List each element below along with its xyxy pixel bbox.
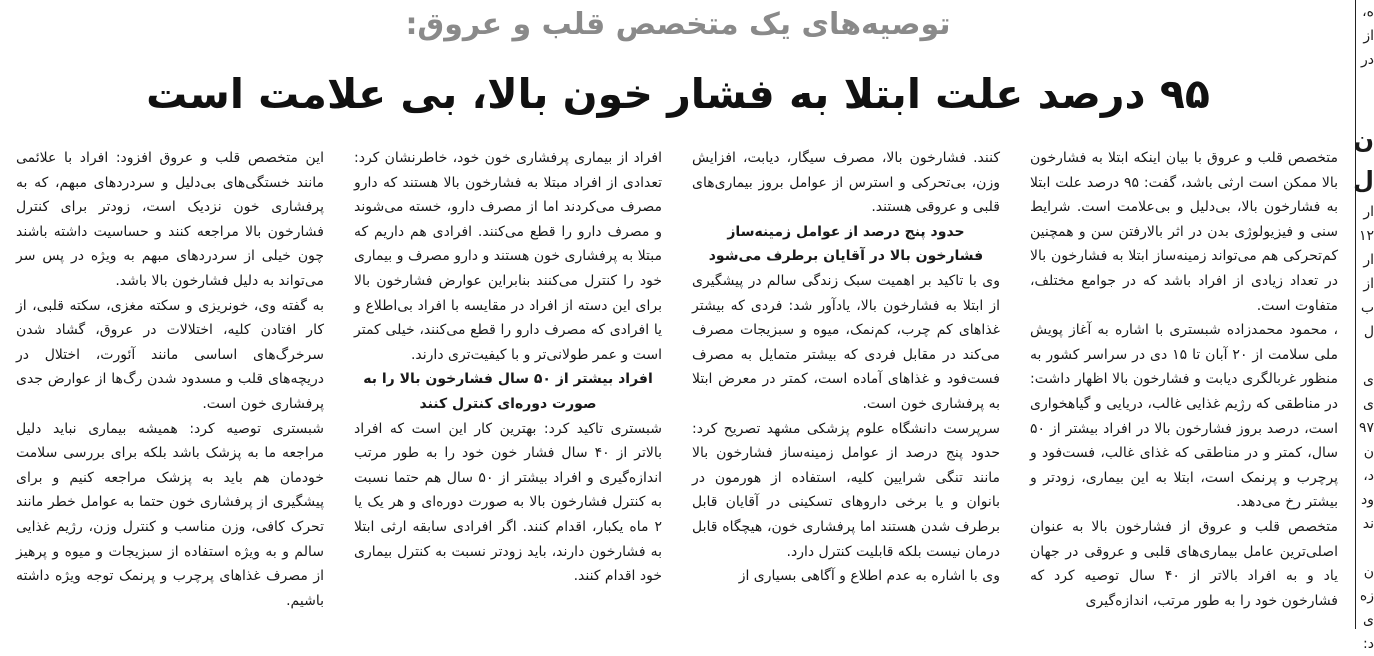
column-3	[354, 146, 662, 626]
fragment: ۹۷	[1358, 420, 1374, 436]
fragment-spacer	[1357, 536, 1374, 560]
paragraph: شبستری تاکید کرد: بهترین کار این است که افراد بالاتر از ۴۰ سال فشار خون خود را به طور مرتب اندازه‌گیری و افراد بیشتر از ۵۰ سال هم حتما نسبت به کنترل فشارخون بالا به صورت دوره‌ای و هر یک یا ۲ ماه یکبار، اقدام کنند. اگر افرادی سابقه ارثی ابتلا به فشارخون دارند، باید زودتر نسبت به کنترل بیماری خود اقدام کنند.	[354, 420, 662, 585]
paragraph: وی با اشاره به عدم اطلاع و آگاهی بسیاری از	[738, 568, 1000, 585]
paragraph: به گفته وی، خونریزی و سکته مغزی، سکته قلبی، از کار افتادن کلیه، اختلالات در عروق، گشاد شدن سرخرگ‌های اساسی مانند آئورت، اختلال در دریچه‌های قلب و مسدود شدن رگ‌ها از عوارض جدی پرفشاری خون است.	[16, 297, 324, 412]
fragment-spacer	[1357, 72, 1374, 120]
fragment: ی	[1363, 612, 1374, 628]
fragment: ود	[1361, 492, 1374, 508]
kicker-title: توصیه‌های یک متخصص قلب و عروق:	[405, 7, 951, 42]
paragraph: متخصص قلب و عروق از فشارخون بالا به عنوان اصلی‌ترین عامل بیماری‌های قلبی و عروقی در جهان یاد و به افراد بالاتر از ۴۰ سال توصیه کرد که فشارخون خود را به طور مرتب، اندازه‌گیری	[1030, 518, 1338, 609]
fragment-spacer	[1357, 344, 1374, 368]
paragraph: افراد از بیماری پرفشاری خون خود، خاطرنشان کرد: تعدادی از افراد مبتلا به فشارخون بالا هستند که دارو مصرف می‌کردند اما از مصرف دارو، خسته می‌شوند و مصرف دارو را قطع می‌کنند. افرادی هم داریم که مبتلا به پرفشاری خون هستند و دارو مصرف و بیماری خود را کنترل می‌کنند بنابراین عوارض فشارخون بالا برای این دسته از افراد در مقایسه با افراد بی‌اطلاع و یا افرادی که مصرف دارو را قطع می‌کنند، خیلی کمتر است و عمر طولانی‌تر و با کیفیت‌تری دارند.	[354, 150, 662, 363]
headline: ۹۵ درصد علت ابتلا به فشار خون بالا، بی علامت است	[146, 70, 1210, 118]
fragment: ار	[1363, 204, 1374, 220]
fragment: د،	[1363, 468, 1374, 484]
paragraph: وی با تاکید بر اهمیت سبک زندگی سالم در پیشگیری از ابتلا به فشارخون بالا، یادآور شد: فردی که بیشتر غذاهای کم چرب، کم‌نمک، میوه و سبزیجات مصرف می‌کند در مقابل فردی که بیشتر متمایل به مصرف فست‌فود و غذاهای آماده است، کمتر در معرض ابتلا به پرفشاری خون است.	[692, 272, 1000, 412]
fragment: ن	[1363, 564, 1374, 580]
fragment: د:	[1363, 636, 1374, 652]
fragment: در	[1361, 52, 1374, 68]
fragment: ه،	[1362, 4, 1374, 20]
paragraph: ، محمود محمدزاده شبستری با اشاره به آغاز پویش ملی سلامت از ۲۰ آبان تا ۱۵ دی در سراسر کشور به منظور غربالگری دیابت و فشارخون بالا اظهار داشت: در مناطقی که رژیم غذایی غالب، دریایی و گیاهخواری است، درصد بروز فشارخون بالا در افراد بیشتر از ۵۰ سال، کمتر و در مناطقی که غذای غالب، فست‌فود و پرچرب و پرنمک است، ابتلا به این بیماری، زودتر و بیشتر رخ می‌دهد.	[1030, 322, 1338, 511]
subheading: حدود پنج درصد از عوامل زمینه‌ساز فشارخون بالا در آقایان برطرف می‌شود	[708, 223, 984, 265]
column-divider	[1355, 0, 1356, 629]
fragment: ن	[1353, 126, 1374, 154]
column-1	[1030, 146, 1338, 626]
adjacent-column-fragments	[1353, 0, 1374, 652]
column-2	[692, 146, 1000, 626]
fragment: ل	[1353, 166, 1374, 194]
fragment: ار	[1363, 252, 1374, 268]
fragment: ن	[1363, 444, 1374, 460]
fragment: از	[1363, 276, 1374, 292]
article-body	[14, 146, 1338, 626]
fragment: ل	[1363, 324, 1374, 340]
fragment: ی	[1363, 396, 1374, 412]
fragment: زه	[1359, 588, 1374, 604]
fragment: ب	[1360, 300, 1374, 316]
subheading: افراد بیشتر از ۵۰ سال فشارخون بالا را به صورت دوره‌ای کنترل کنند	[363, 371, 653, 412]
fragment: ۱۲	[1358, 228, 1374, 244]
paragraph: این متخصص قلب و عروق افزود: افراد با علائمی مانند خستگی‌های بی‌دلیل و سردردهای مبهم، که به پرفشاری خون نزدیک است، زودتر برای کنترل فشارخون بالا مراجعه کنند و حساسیت داشته باشند چون خیلی از سردردهای مبهم به ویژه در پس سر می‌تواند به دلیل فشارخون بالا باشد.	[16, 150, 324, 289]
fragment: ند	[1362, 516, 1374, 532]
fragment: از	[1363, 28, 1374, 44]
fragment: ی	[1363, 372, 1374, 388]
column-4	[16, 146, 324, 626]
paragraph: متخصص قلب و عروق با بیان اینکه ابتلا به فشارخون بالا ممکن است ارثی باشد، گفت: ۹۵ درصد علت ابتلا به فشارخون بالا، بی‌دلیل و بی‌علامت است. شرایط سنی و فیزیولوژی بدن در اثر بالارفتن سن و همچنین کم‌تحرکی هم می‌تواند زمینه‌ساز ابتلا به فشارخون بالا در تعداد زیادی از افراد باشد که در جوامع مختلف، متفاوت است.	[1030, 150, 1338, 314]
paragraph: شبستری توصیه کرد: همیشه بیماری نباید دلیل مراجعه ما به پزشک باشد بلکه برای بررسی سلامت خودمان هم باید به پزشک مراجعه کنیم و برای پیشگیری از پرفشاری خون حتما به عوامل خطر مانند تحرک کافی، وزن مناسب و کنترل وزن، رژیم غذایی سالم و به ویژه استفاده از سبزیجات و میوه و پرهیز از مصرف غذاهای پرچرب و پرنمک توجه ویژه داشته باشیم.	[16, 420, 324, 609]
paragraph: کنند. فشارخون بالا، مصرف سیگار، دیابت، افزایش وزن، بی‌تحرکی و استرس از عوامل بروز بیماری‌های قلبی و عروقی هستند.	[692, 150, 1000, 216]
paragraph: سرپرست دانشگاه علوم پزشکی مشهد تصریح کرد: حدود پنج درصد از عوامل زمینه‌ساز فشارخون بالا مانند تنگی شرایین کلیه، استفاده از هورمون در بانوان و یا برخی داروهای تسکینی در آقایان قابل برطرف شدن هستند اما پرفشاری خون، هیچگاه قابل درمان نیست بلکه قابلیت کنترل دارد.	[692, 420, 1000, 560]
